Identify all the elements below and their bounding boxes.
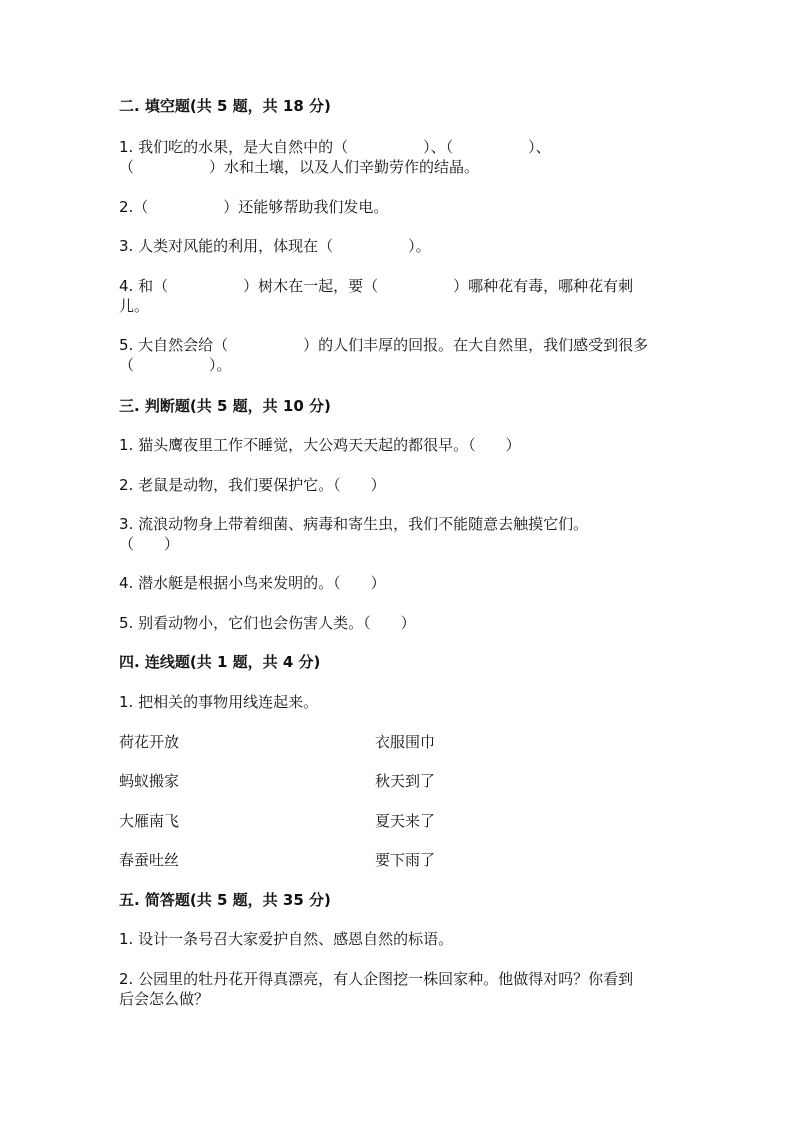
fill-in-question-3: 3. 人类对风能的利用，体现在（ ）。 <box>119 237 431 255</box>
judge-question-2: 2. 老鼠是动物，我们要保护它。（ ） <box>119 476 386 494</box>
fill-in-question-1-line-1: 1. 我们吃的水果，是大自然中的（ ）、（ ）、 <box>119 138 551 156</box>
match-left-item: 大雁南飞 <box>119 812 180 830</box>
fill-in-question-2: 2.（ ）还能够帮助我们发电。 <box>119 198 389 216</box>
match-right-item: 夏天来了 <box>375 812 436 830</box>
short-answer-question-2-line-1: 2. 公园里的牡丹花开得真漂亮，有人企图挖一株回家种。他做得对吗？你看到 <box>119 970 634 988</box>
match-right-item: 衣服围巾 <box>375 733 436 751</box>
match-right-item: 秋天到了 <box>375 772 436 790</box>
section-title-fill-in: 二. 填空题(共 5 题，共 18 分) <box>119 97 331 115</box>
fill-in-question-4-line-2: 儿。 <box>119 297 150 315</box>
match-left-item: 蚂蚁搬家 <box>119 772 180 790</box>
judge-question-1: 1. 猫头鹰夜里工作不睡觉，大公鸡天天起的都很早。（ ） <box>119 436 521 454</box>
short-answer-question-2-line-2: 后会怎么做？ <box>119 990 210 1008</box>
section-title-short-answer: 五. 简答题(共 5 题，共 35 分) <box>119 891 331 909</box>
section-title-judge: 三. 判断题(共 5 题，共 10 分) <box>119 397 331 415</box>
judge-question-5: 5. 别看动物小，它们也会伤害人类。（ ） <box>119 614 416 632</box>
judge-question-4: 4. 潜水艇是根据小鸟来发明的。（ ） <box>119 574 386 592</box>
fill-in-question-4-line-1: 4. 和（ ）树木在一起，要（ ）哪种花有毒，哪种花有刺 <box>119 277 634 295</box>
match-question-1: 1. 把相关的事物用线连起来。 <box>119 693 319 711</box>
fill-in-question-5-line-2: （ ）。 <box>119 356 232 374</box>
match-right-item: 要下雨了 <box>375 851 436 869</box>
fill-in-question-1-line-2: （ ）水和土壤，以及人们辛勤劳作的结晶。 <box>119 158 480 176</box>
short-answer-question-1: 1. 设计一条号召大家爱护自然、感恩自然的标语。 <box>119 930 454 948</box>
match-left-item: 春蚕吐丝 <box>119 851 180 869</box>
judge-question-3-line-1: 3. 流浪动物身上带着细菌、病毒和寄生虫，我们不能随意去触摸它们。 <box>119 515 589 533</box>
section-title-match: 四. 连线题(共 1 题，共 4 分) <box>119 653 321 671</box>
judge-question-3-line-2: （ ） <box>119 535 180 553</box>
fill-in-question-5-line-1: 5. 大自然会给（ ）的人们丰厚的回报。在大自然里，我们感受到很多 <box>119 336 649 354</box>
match-left-item: 荷花开放 <box>119 733 180 751</box>
